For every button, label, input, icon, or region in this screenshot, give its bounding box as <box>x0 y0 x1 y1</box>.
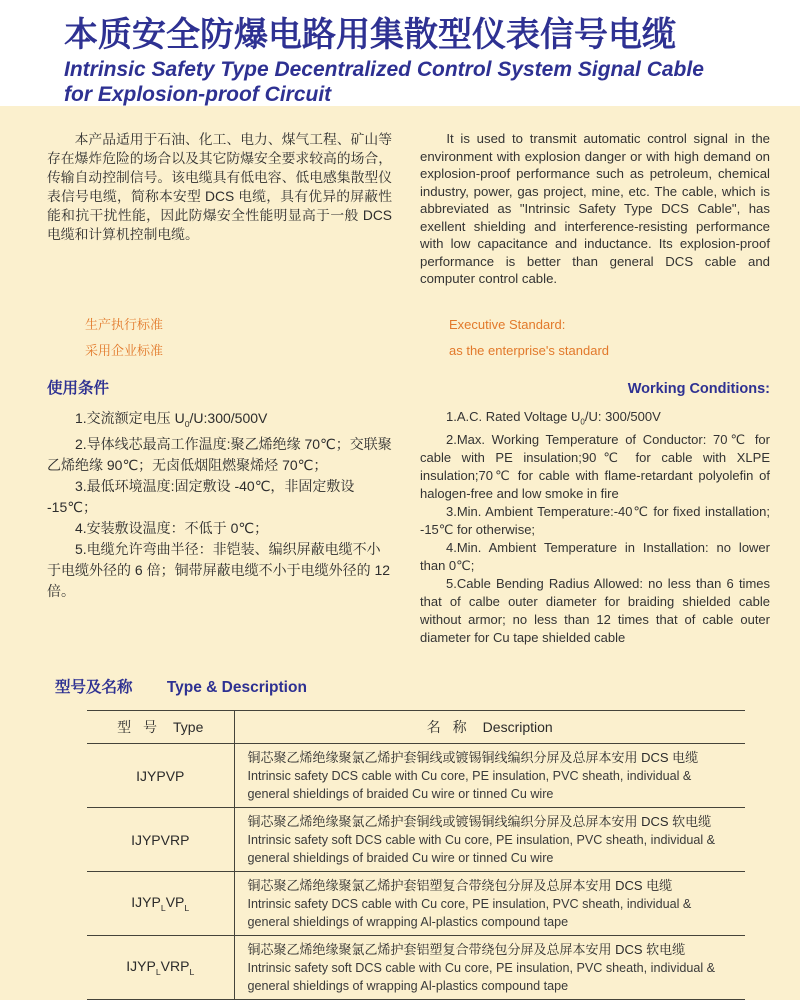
type-section-heading <box>55 675 800 697</box>
intro-paragraph-en: It is used to transmit automatic control signal in the environment with explosion danger or with high demand on explosion-proof performance such as petroleum, chemical industry, power, gas project, mine, etc. The cable, which is abbreviated as "Intrinsic Safety Type DCS Cable", has exellent shielding and interference-resisting performance with low capacitance and inductance. Its explosion-proof performance is better than general DCS cable and computer control cable. <box>420 131 770 286</box>
working-conditions-list-en <box>420 408 770 648</box>
condition-item-en: 3.Min. Ambient Temperature:-40℃ for fixed installation; -15℃ for otherwise; <box>420 504 770 538</box>
cable-name-en: Intrinsic safety DCS cable with Cu core, PE insulation, PVC sheath, individual & general shieldings of wrapping Al-plastics compound tape <box>247 897 692 930</box>
condition-item-en: 5.Cable Bending Radius Allowed: no less than 6 times that of calbe outer diameter for braiding shielded cable without armor; no less than 12 times that of cable outer diameter for Cu tape shielded cable <box>420 576 770 646</box>
cable-name-zh: 铜芯聚乙烯绝缘聚氯乙烯护套铜线或镀锡铜线编织分屏及总屏本安用 DCS 软电缆 <box>247 814 712 830</box>
condition-item-zh: 4.安装敷设温度：不低于 0℃； <box>75 520 269 537</box>
intro-paragraph-zh: 本产品适用于石油、化工、电力、煤气工程、矿山等存在爆炸危险的场合以及其它防爆安全要求较高的场合，传输自动控制信号。该电缆具有低电容、低电感集散型仪表信号电缆，简称本安型 DCS 电缆，具有优异的屏蔽性能和抗干扰性能，因此防爆安全性能明显高于一般 DCS 电缆和计算机控制电缆。 <box>47 132 392 242</box>
page-title-zh: 本质安全防爆电路用集散型仪表信号电缆 <box>64 16 676 54</box>
cable-type-code: IJYPVRP <box>87 808 234 872</box>
working-conditions-heading-zh: 使用条件 <box>47 379 110 397</box>
cable-name-zh: 铜芯聚乙烯绝缘聚氯乙烯护套铜线或镀锡铜线编织分屏及总屏本安用 DCS 电缆 <box>247 750 699 766</box>
standards-section <box>0 312 800 364</box>
cable-name-en: Intrinsic safety soft DCS cable with Cu core, PE insulation, PVC sheath, individual & general shieldings of braided Cu wire or tinned Cu wire <box>247 833 716 866</box>
page-title-en-line2: for Explosion-proof Circuit <box>64 83 332 107</box>
cable-type-code: IJYPVP <box>87 744 234 808</box>
intro-section <box>0 106 800 288</box>
cable-description-cell <box>234 744 745 808</box>
type-section-heading-zh: 型号及名称 <box>55 679 133 697</box>
condition-item-zh: 5.电缆允许弯曲半径：非铠装、编织屏蔽电缆不小于电缆外径的 6 倍；铜带屏蔽电缆不小于电缆外径的 12 倍。 <box>47 541 391 600</box>
table-header-row <box>87 711 745 744</box>
column-header-type-en: Type <box>173 719 204 736</box>
column-header-description-zh: 名 称 <box>426 719 471 736</box>
standards-en-line2: as the enterprise's standard <box>449 342 610 358</box>
standards-en <box>420 312 770 364</box>
page-title-en-line1: Intrinsic Safety Type Decentralized Control System Signal Cable <box>64 58 704 82</box>
working-conditions-headings <box>0 376 800 398</box>
standards-en-line1: Executive Standard: <box>449 316 566 332</box>
cable-type-code: $IJYP_LVRP_L$ <box>87 936 234 1000</box>
condition-item-en: 2.Max. Working Temperature of Conductor: 70℃ for cable with PE insulation;90℃ for cable with XLPE insulation;70℃ for cable with flame-retardant polyolefin of halogen-free and low smoke in fire <box>420 432 770 502</box>
cable-type-code: $IJYP_LVP_L$ <box>87 872 234 936</box>
type-description-table <box>87 710 745 1000</box>
cable-description-cell <box>234 872 745 936</box>
cable-description-cell <box>234 808 745 872</box>
working-conditions-heading-en: Working Conditions: <box>627 380 770 397</box>
table-row <box>87 872 745 936</box>
standards-zh-line1: 生产执行标准 <box>85 316 164 332</box>
working-conditions-list-zh <box>47 408 392 648</box>
cable-name-en: Intrinsic safety soft DCS cable with Cu core, PE insulation, PVC sheath, individual & general shieldings of wrapping Al-plastics compound tape <box>247 961 716 994</box>
condition-item-en: 4.Min. Ambient Temperature in Installation: no lower than 0℃; <box>420 540 770 574</box>
condition-item-zh: 1.交流额定电压 $U_0/U:300/500V$ <box>75 409 268 429</box>
standards-zh <box>47 312 392 364</box>
page-header <box>0 0 800 106</box>
table-row <box>87 744 745 808</box>
cable-name-en: Intrinsic safety DCS cable with Cu core, PE insulation, PVC sheath, individual & general shieldings of braided Cu wire or tinned Cu wire <box>247 769 692 802</box>
type-section-heading-en: Type & Description <box>166 679 307 697</box>
column-header-description-en: Description <box>482 719 553 736</box>
condition-item-en: 1.A.C. Rated Voltage $U_0/U$: 300/500V <box>446 408 661 427</box>
column-header-type <box>87 711 234 744</box>
working-conditions-lists <box>0 408 800 648</box>
cable-name-zh: 铜芯聚乙烯绝缘聚氯乙烯护套铝塑复合带绕包分屏及总屏本安用 DCS 软电缆 <box>247 942 686 958</box>
table-row <box>87 808 745 872</box>
standards-zh-line2: 采用企业标准 <box>85 342 164 358</box>
column-header-description <box>234 711 745 744</box>
condition-item-zh: 2.导体线芯最高工作温度:聚乙烯绝缘 70℃；交联聚乙烯绝缘 90℃；无卤低烟阻燃聚烯烃 70℃； <box>47 436 392 474</box>
condition-item-zh: 3.最低环境温度:固定敷设 -40℃，非固定敷设 -15℃； <box>47 478 355 516</box>
column-header-type-zh: 型 号 <box>117 719 162 736</box>
page-title-en <box>64 57 780 107</box>
cable-name-zh: 铜芯聚乙烯绝缘聚氯乙烯护套铝塑复合带绕包分屏及总屏本安用 DCS 电缆 <box>247 878 673 894</box>
